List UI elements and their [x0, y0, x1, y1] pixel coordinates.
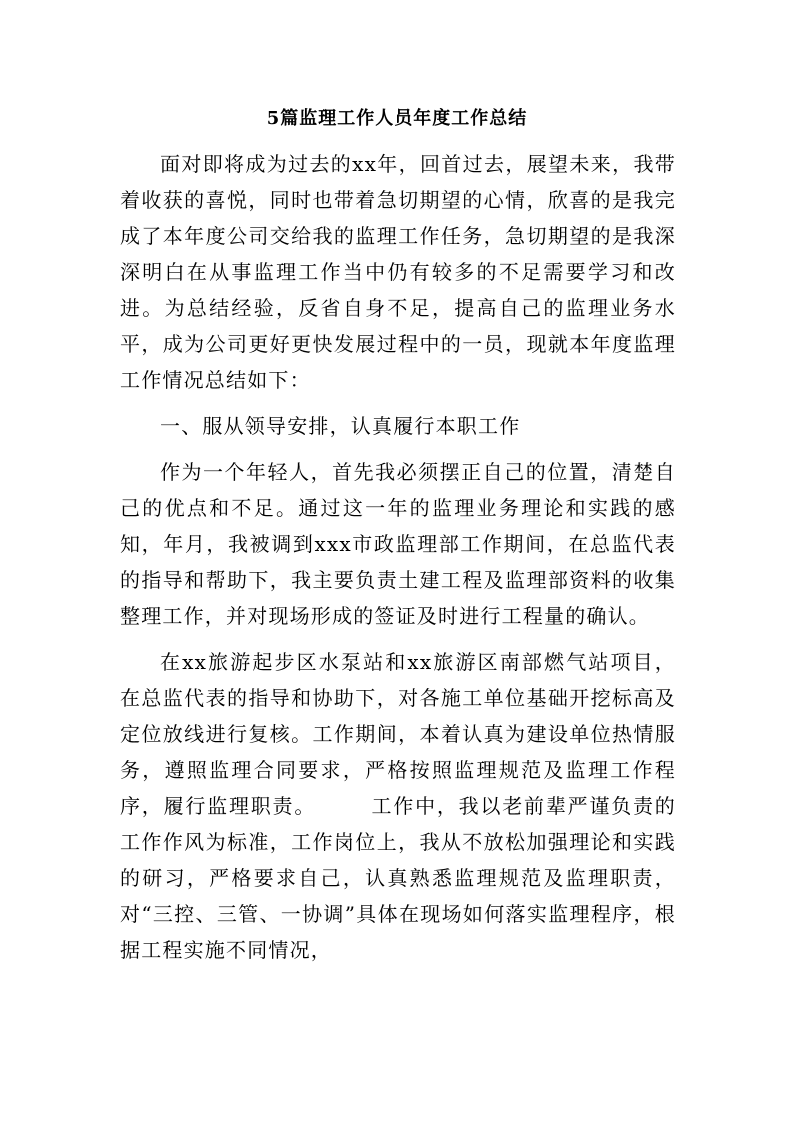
paragraph-intro: 面对即将成为过去的xx年，回首过去，展望未来，我带着收获的喜悦，同时也带着急切期望的心情，欣喜的是我完成了本年度公司交给我的监理工作任务，急切期望的是我深深明白在从事监理工作当中仍有较多的不足需要学习和改进。为总结经验，反省自身不足，提高自己的监理业务水平，成为公司更好更快发展过程中的一员，现就本年度监理工作情况总结如下：: [120, 152, 676, 392]
document-body: [120, 146, 676, 968]
paragraph-self-assessment: 作为一个年轻人，首先我必须摆正自己的位置，清楚自己的优点和不足。通过这一年的监理业务理论和实践的感知，年月，我被调到xxx市政监理部工作期间，在总监代表的指导和帮助下，我主要负责土建工程及监理部资料的收集整理工作，并对现场形成的签证及时进行工程量的确认。: [120, 460, 676, 628]
section-heading: 一、服从领导安排，认真履行本职工作: [160, 414, 521, 438]
document-title: 5篇监理工作人员年度工作总结: [266, 108, 528, 129]
paragraph-project-work: 在xx旅游起步区水泵站和xx旅游区南部燃气站项目，在总监代表的指导和协助下，对各施工单位基础开挖标高及定位放线进行复核。工作期间，本着认真为建设单位热情服务，遵照监理合同要求，严格按照监理规范及监理工作程序，履行监理职责。 工作中，我以老前辈严谨负责的工作作风为标准，工作岗位上，我从不放松加强理论和实践的研习，严格要求自己，认真熟悉监理规范及监理职责，对“三控、三管、一协调”具体在现场如何落实监理程序，根据工程实施不同情况，: [120, 650, 676, 962]
